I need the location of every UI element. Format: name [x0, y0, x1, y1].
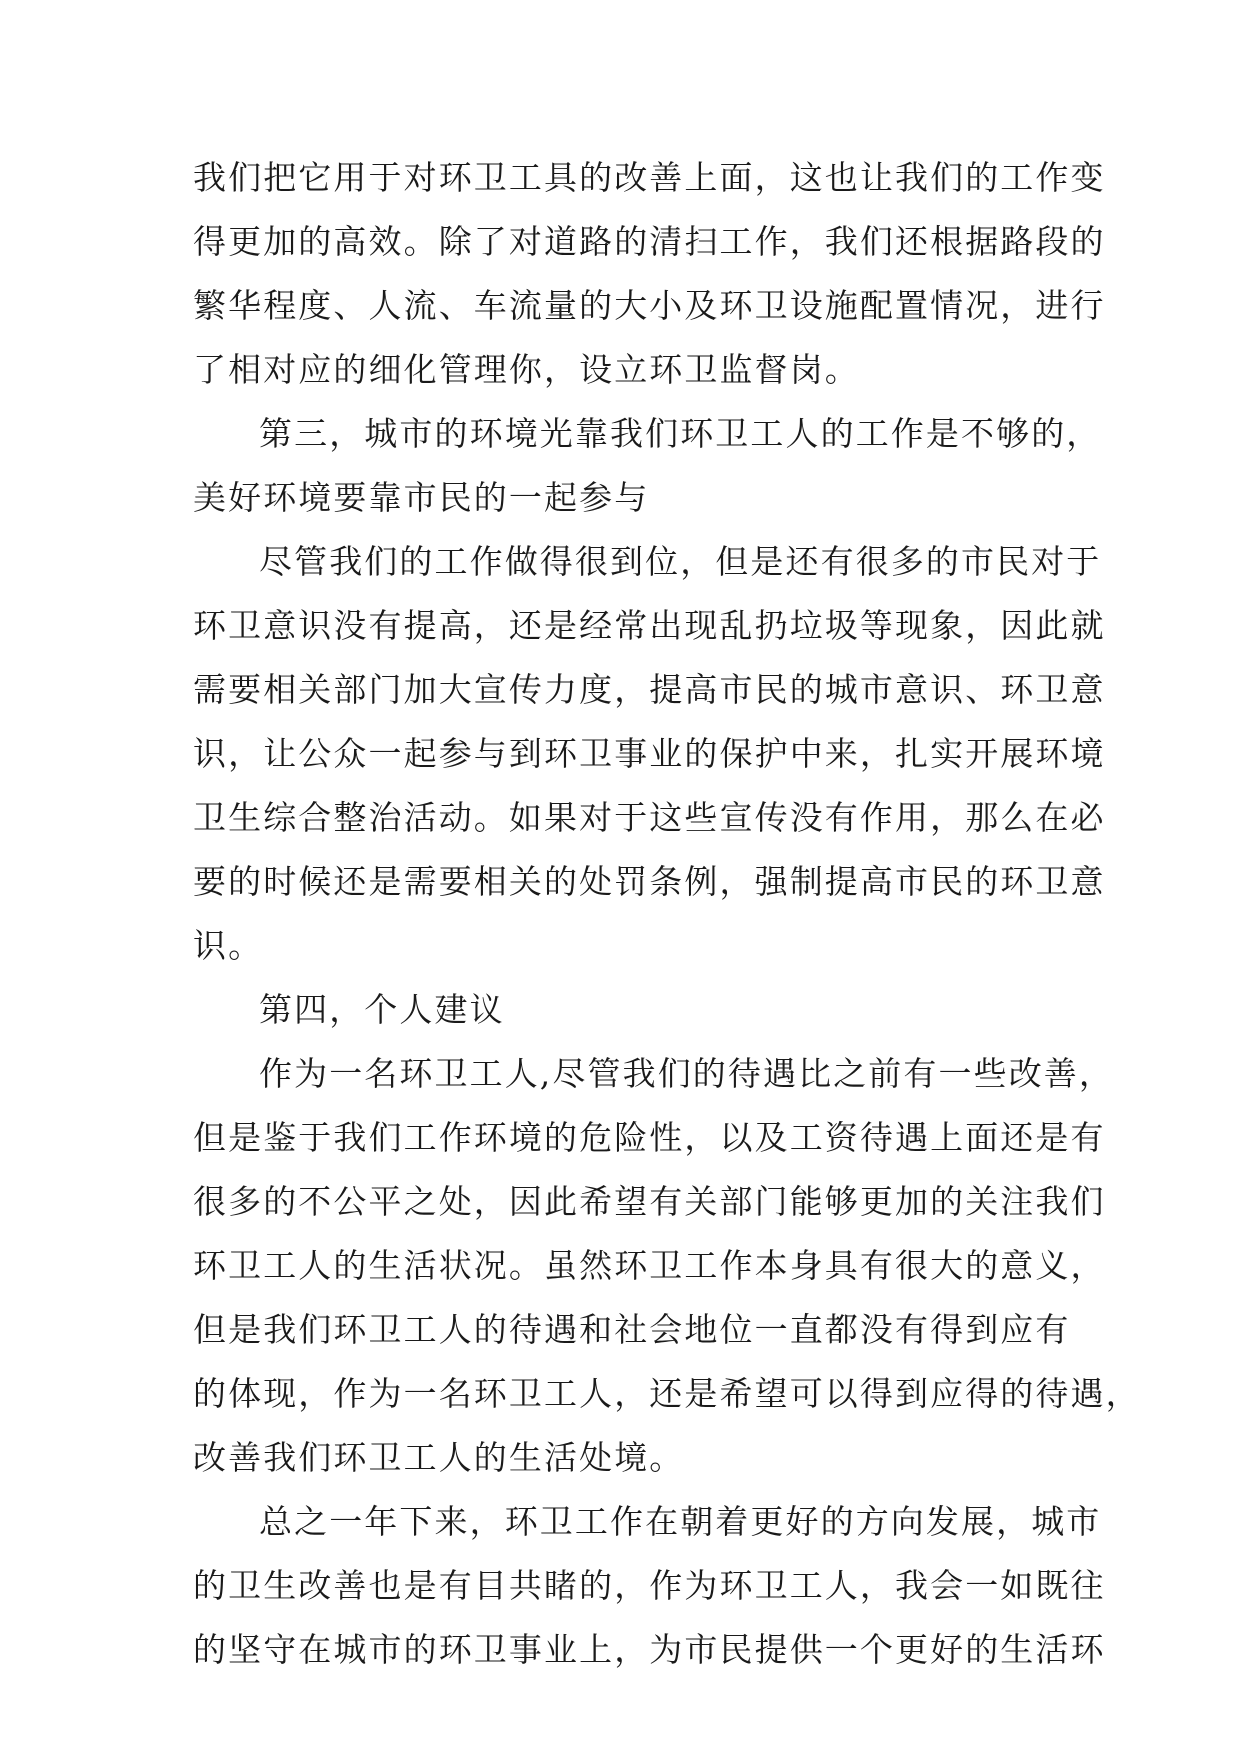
- text-line: 总之一年下来，环卫工作在朝着更好的方向发展，城市: [259, 1502, 1102, 1541]
- text-line: 识。: [193, 926, 264, 965]
- text-line: 我们把它用于对环卫工具的改善上面，这也让我们的工作变: [193, 158, 1106, 197]
- text-line: 要的时候还是需要相关的处罚条例，强制提高市民的环卫意: [193, 862, 1106, 901]
- document-body: [193, 146, 1141, 1682]
- text-line: 很多的不公平之处，因此希望有关部门能够更加的关注我们: [193, 1182, 1106, 1221]
- text-line: 改善我们环卫工人的生活处境。: [193, 1438, 685, 1477]
- section-heading: 第四，个人建议: [259, 990, 505, 1029]
- text-line: 繁华程度、人流、车流量的大小及环卫设施配置情况，进行: [193, 286, 1106, 325]
- text-line: 得更加的高效。除了对道路的清扫工作，我们还根据路段的: [193, 222, 1106, 261]
- text-line: 第三，城市的环境光靠我们环卫工人的工作是不够的，: [259, 414, 1102, 453]
- text-line: 美好环境要靠市民的一起参与: [193, 478, 650, 517]
- text-line: 的坚守在城市的环卫事业上，为市民提供一个更好的生活环: [193, 1630, 1106, 1669]
- text-line: 的卫生改善也是有目共睹的，作为环卫工人，我会一如既往: [193, 1566, 1106, 1605]
- text-line: 卫生综合整治活动。如果对于这些宣传没有作用，那么在必: [193, 798, 1106, 837]
- text-line: 环卫意识没有提高，还是经常出现乱扔垃圾等现象，因此就: [193, 606, 1106, 645]
- text-line: 作为一名环卫工人,尽管我们的待遇比之前有一些改善，: [259, 1054, 1114, 1093]
- text-line: 但是鉴于我们工作环境的危险性，以及工资待遇上面还是有: [193, 1118, 1106, 1157]
- text-line: 环卫工人的生活状况。虽然环卫工作本身具有很大的意义，: [193, 1246, 1106, 1285]
- text-line: 了相对应的细化管理你，设立环卫监督岗。: [193, 350, 860, 389]
- text-line: 但是我们环卫工人的待遇和社会地位一直都没有得到应有: [193, 1310, 1071, 1349]
- text-line: 需要相关部门加大宣传力度，提高市民的城市意识、环卫意: [193, 670, 1106, 709]
- text-line: 的体现，作为一名环卫工人，还是希望可以得到应得的待遇，: [193, 1374, 1141, 1413]
- text-line: 识，让公众一起参与到环卫事业的保护中来，扎实开展环境: [193, 734, 1106, 773]
- text-line: 尽管我们的工作做得很到位，但是还有很多的市民对于: [259, 542, 1102, 581]
